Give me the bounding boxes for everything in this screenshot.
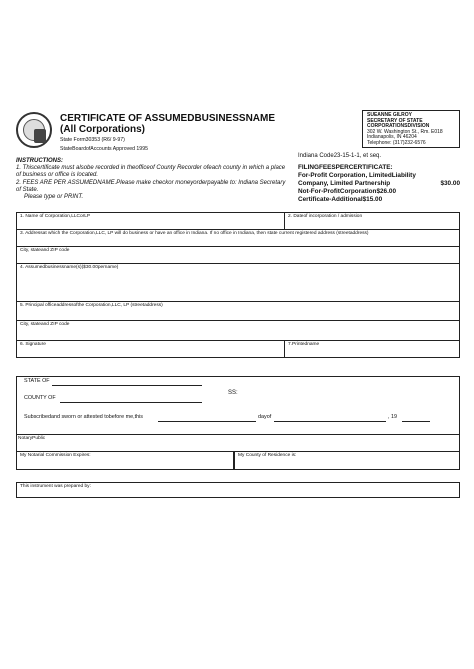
office-line-2: SECRETARY OF STATE	[367, 117, 423, 124]
office-line-4: 302 W. Washington St., Rm. E018	[367, 128, 443, 135]
title-line-1: CERTIFICATE OF ASSUMEDBUSINESSNAME	[60, 113, 276, 124]
fee-row-nonprofit: Not-For-ProfitCorporation$26.00	[298, 188, 396, 195]
principal-city-field[interactable]	[17, 321, 460, 341]
subscribed-day-line[interactable]	[158, 421, 256, 422]
office-line-5: Indianapolis, IN 46204	[367, 134, 417, 141]
office-line-1: SUEANNE GILROY	[367, 112, 413, 118]
title-line-2: (All Corporations)	[60, 124, 145, 135]
state-of-line[interactable]	[52, 385, 202, 386]
approval-text: StateBoardofAccounts Approved 1995	[60, 146, 148, 152]
ss-label: SS:	[228, 390, 238, 396]
prepared-by-field[interactable]	[16, 482, 460, 498]
month-line[interactable]	[274, 421, 386, 422]
office-line-3: CORPORATIONSDIVISION	[367, 123, 430, 130]
year-line[interactable]	[402, 421, 430, 422]
year-label: , 19	[388, 414, 397, 420]
county-of-line[interactable]	[60, 402, 202, 403]
printed-name-field[interactable]	[285, 341, 460, 358]
business-address-label: 3. Addressat which the Corporation,LLC, LP will do business or have an office in Indiana. If no office in Indiana, then state current registered address (streetaddress)	[20, 231, 369, 236]
certificate-form-table	[16, 212, 460, 358]
fee-row-profit	[298, 172, 460, 188]
form-title	[60, 113, 275, 153]
commission-expires-label: My Notarial Commission Expires:	[20, 453, 91, 458]
corporation-name-field[interactable]	[17, 213, 285, 230]
office-line-6: Telephone: (317)232-6576	[367, 139, 426, 146]
fees-heading: FILINGFEESPERCERTIFICATE:	[298, 164, 393, 171]
fee-row-profit-label: For-Profit Corporation, LimitedLiability Company, Limited Partnership	[298, 172, 416, 187]
instruction-item-1: 1. Thiscertificate must alsobe recorded in theofficeof County Recorder ofeach county in which a place of business or office is located.	[16, 165, 286, 179]
incorporation-date-label: 2. Dateof incorporation / admission	[288, 214, 363, 219]
business-city-field[interactable]	[17, 247, 460, 264]
form-number: State Form30353 (R6/ 9-97)	[60, 137, 125, 143]
corporation-name-label: 1. Name of Corporation,LLCorLP	[20, 214, 91, 219]
incorporation-date-field[interactable]	[285, 213, 460, 230]
printed-name-label: 7.Printedname	[288, 342, 320, 347]
subscribed-label: Subscribedand sworn or attested tobefore me,this	[24, 414, 143, 420]
commission-expires-field[interactable]	[16, 451, 234, 470]
indiana-code: Indiana Code23-15-1-1, et seq.	[298, 153, 382, 159]
notary-signature-line[interactable]	[16, 434, 460, 435]
state-seal-icon	[16, 112, 52, 148]
fee-row-additional: Certificate-Additional$15.00	[298, 196, 383, 203]
principal-office-label: 5. Principal officeaddressofthe Corporation,LLC, LP (streetaddress)	[20, 303, 163, 308]
dayof-label: dayof	[258, 414, 272, 420]
notary-public-label: NotaryPublic	[18, 436, 46, 441]
fee-row-profit-amount: $30.00	[440, 180, 460, 187]
state-of-label: STATE OF	[24, 378, 50, 384]
business-address-field[interactable]	[17, 230, 460, 247]
instructions-heading: INSTRUCTIONS:	[16, 158, 63, 164]
instructions-block	[16, 158, 286, 201]
fees-block	[298, 152, 460, 204]
instruction-item-2: 2. FEES ARE PER ASSUMEDNAME.Please make checkor moneyorderpayable to: Indiana Secretary of State.	[16, 179, 286, 193]
principal-city-label: City, stateand ZIP code	[20, 322, 70, 327]
prepared-by-label: This instrument was prepared by:	[20, 484, 91, 489]
instruction-item-3: Please type or PRINT.	[24, 194, 84, 201]
assumed-names-label: 4. Assumedbusinessname(s)($30.00pername)	[20, 265, 119, 270]
assumed-names-field[interactable]	[17, 264, 460, 302]
county-residence-field[interactable]	[234, 451, 460, 470]
signature-label: 6. Signature	[20, 342, 46, 347]
business-city-label: City, stateand ZIP code	[20, 248, 70, 253]
principal-office-field[interactable]	[17, 302, 460, 321]
signature-field[interactable]	[17, 341, 285, 358]
county-of-label: COUNTY OF	[24, 395, 56, 401]
county-residence-label: My County of Residence is:	[238, 453, 297, 458]
secretary-office-box	[362, 110, 460, 148]
